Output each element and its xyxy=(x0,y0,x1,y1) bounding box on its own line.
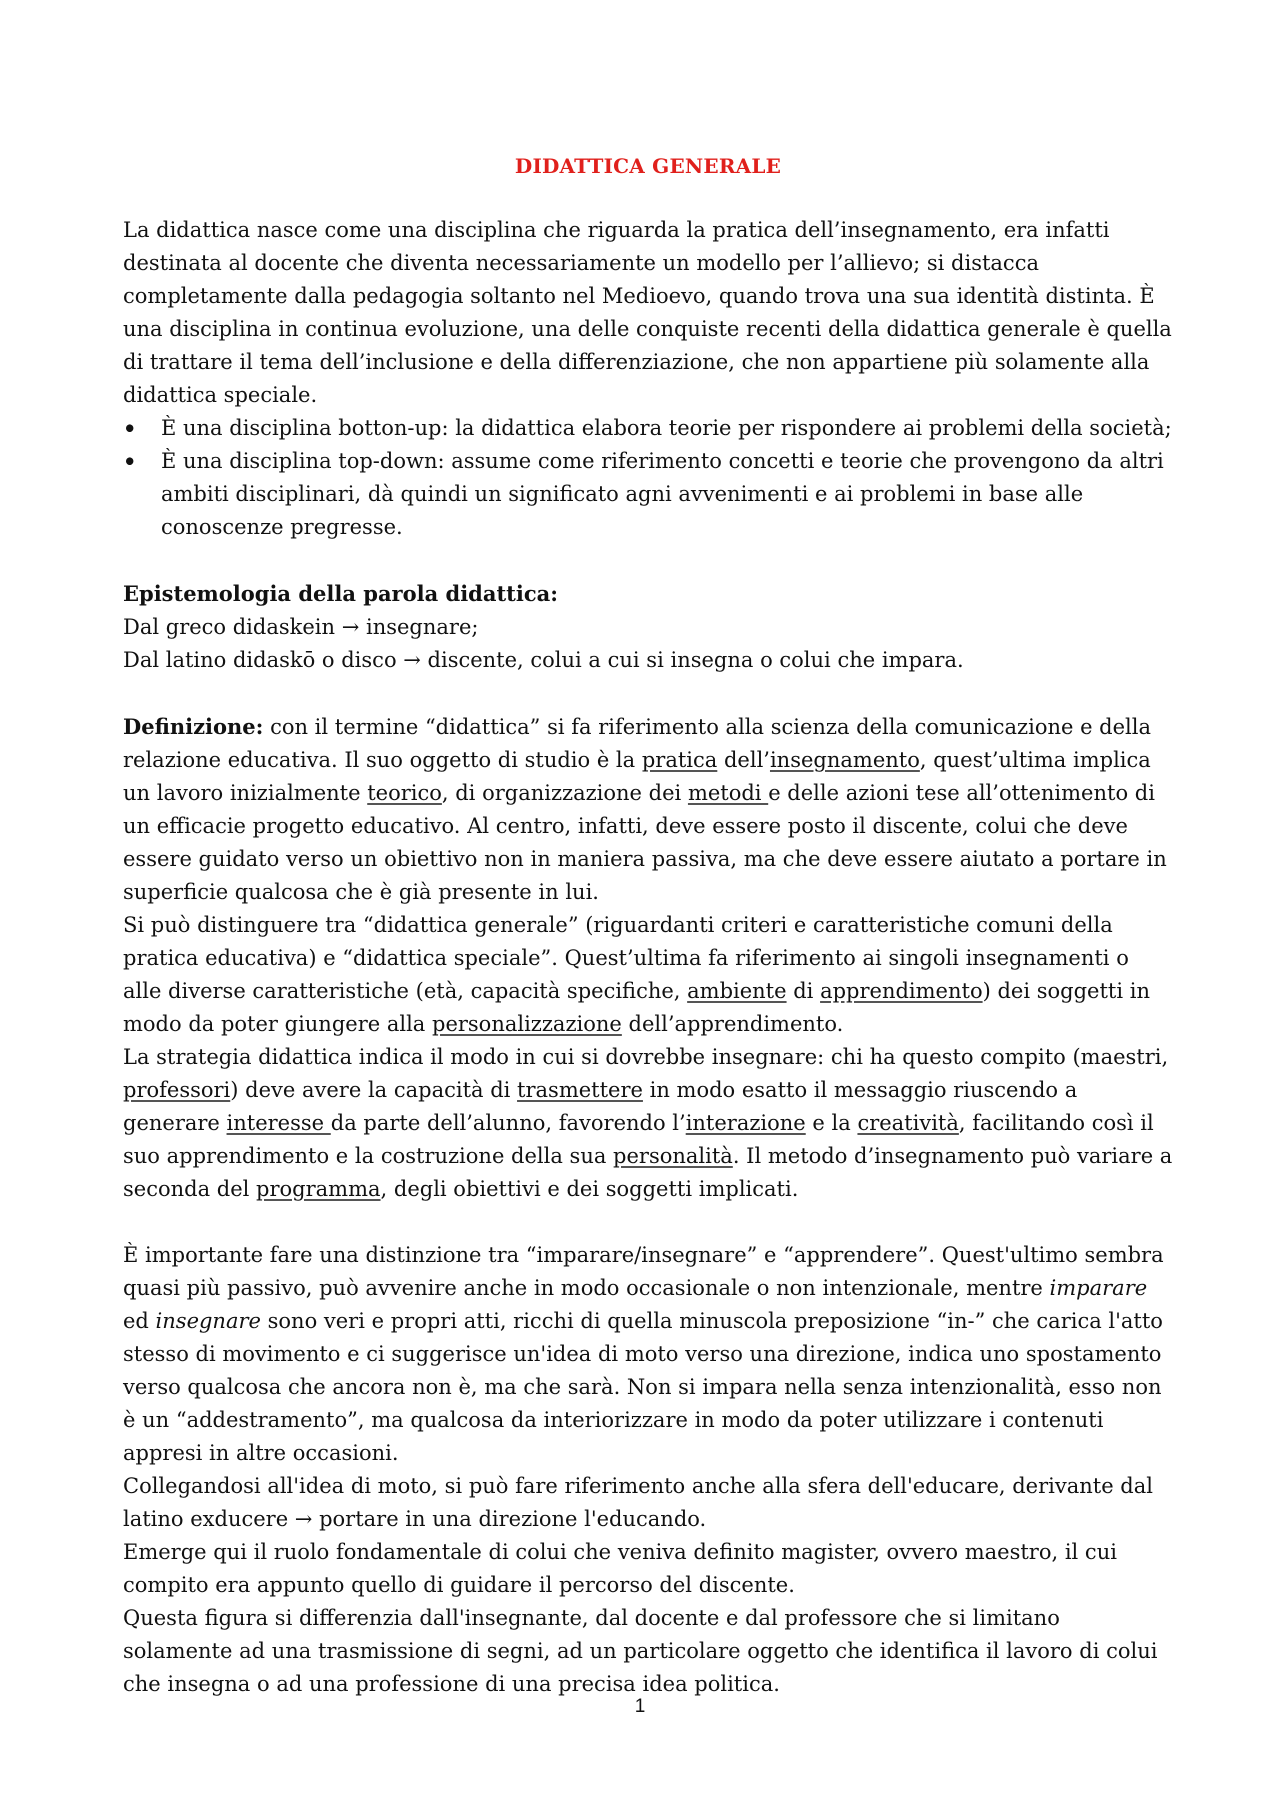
distinction-paragraph xyxy=(123,909,1173,1041)
educare-paragraph: Collegandosi all'idea di moto, si può fare riferimento anche alla sfera dell'educare, derivante dal latino exducere → portare in una direzione l'educando. xyxy=(123,1474,1153,1531)
text-run: , facilitando così il suo apprendimento e la costruzione della sua xyxy=(123,1111,1154,1168)
underlined-term: personalizzazione xyxy=(432,1012,622,1036)
strategy-paragraph xyxy=(123,1041,1173,1206)
underlined-term: interesse xyxy=(226,1111,331,1135)
document-page xyxy=(123,150,1173,1701)
text-run: Si può distinguere tra “didattica generale” (riguardanti criteri e caratteristiche comuni della pratica educativa) e “didattica speciale”. Quest’ultima fa riferimento ai singoli insegnamenti o alle diverse caratteristiche (età, capacità specifiche, xyxy=(123,913,1129,1003)
intro-paragraph: La didattica nasce come una disciplina che riguarda la pratica dell’insegnamento, era infatti destinata al docente che diventa necessariamente un modello per l’allievo; si distacca completamente dalla pedagogia soltanto nel Medioevo, quando trova una sua identità distinta. È una disciplina in continua evoluzione, una delle conquiste recenti della didattica generale è quella di trattare il tema dell’inclusione e della differenziazione, che non appartiene più solamente alla didattica speciale. xyxy=(123,218,1172,407)
text-run: ) deve avere la capacità di xyxy=(230,1078,518,1102)
text-run: La strategia didattica indica il modo in cui si dovrebbe insegnare: chi ha questo compito (maestri, xyxy=(123,1045,1169,1069)
bullet-list xyxy=(123,412,1173,544)
text-run: , degli obiettivi e dei soggetti implicati. xyxy=(380,1177,799,1201)
bullet-icon: • xyxy=(123,416,137,441)
underlined-term: programma xyxy=(256,1177,381,1201)
definition-label: Definizione: xyxy=(123,714,264,739)
figure-paragraph: Questa figura si differenzia dall'insegnante, dal docente e dal professore che si limitano solamente ad una trasmissione di segni, ad un particolare oggetto che identifica il lavoro di colui che insegna o ad una professione di una precisa idea politica. xyxy=(123,1606,1158,1696)
page-number: 1 xyxy=(634,1696,646,1717)
text-run: di xyxy=(786,979,821,1003)
spacer xyxy=(123,677,1173,710)
text-run: dell’ xyxy=(717,748,770,772)
underlined-term: interazione xyxy=(685,1111,806,1135)
epistemology-line-latin: Dal latino didaskō o disco → discente, colui a cui si insegna o colui che impara. xyxy=(123,648,964,672)
italic-term: imparare xyxy=(1049,1276,1148,1300)
epistemology-heading xyxy=(123,577,1173,611)
definition-paragraph xyxy=(123,710,1173,909)
text-run: e la xyxy=(805,1111,858,1135)
text-run: ed xyxy=(123,1309,156,1333)
underlined-term: insegnamento xyxy=(769,748,920,772)
text-run: . Il metodo d’insegnamento può variare a seconda del xyxy=(123,1144,1173,1201)
underlined-term: creatività xyxy=(857,1111,959,1135)
underlined-term: professori xyxy=(123,1078,231,1102)
list-item xyxy=(123,445,1173,544)
underlined-term: ambiente xyxy=(687,979,787,1003)
list-item xyxy=(123,412,1173,445)
text-run: e delle azioni tese all’ottenimento di un efficacie progetto educativo. Al centro, infatti, deve essere posto il discente, colui che deve essere guidato verso un obiettivo non in maniera passiva, ma che deve essere aiutato a portare in superficie qualcosa che è già presente in lui. xyxy=(123,781,1167,904)
text-run: ) dei soggetti in modo da poter giungere alla xyxy=(123,979,1150,1036)
learning-paragraph xyxy=(123,1239,1173,1470)
text-run: , quest’ultima implica un lavoro inizialmente xyxy=(123,748,1151,805)
underlined-term: metodi xyxy=(687,781,769,805)
spacer xyxy=(123,544,1173,577)
document-title: DIDATTICA GENERALE xyxy=(514,154,782,178)
magister-paragraph: Emerge qui il ruolo fondamentale di colui che veniva definito magister, ovvero maestro, il cui compito era appunto quello di guidare il percorso del discente. xyxy=(123,1540,1117,1597)
underlined-term: pratica xyxy=(641,748,718,772)
text-run: con il termine “didattica” si fa riferimento alla scienza della comunicazione e della relazione educativa. Il suo oggetto di studio è la xyxy=(123,715,1152,772)
spacer xyxy=(123,1206,1173,1239)
underlined-term: trasmettere xyxy=(517,1078,643,1102)
underlined-term: apprendimento xyxy=(820,979,983,1003)
text-run: sono veri e propri atti, ricchi di quella minuscola preposizione “in-” che carica l'atto stesso di movimento e ci suggerisce un'idea di moto verso una direzione, indica uno spostamento verso qualcosa che ancora non è, ma che sarà. Non si impara nella senza intenzionalità, esso non è un “addestramento”, ma qualcosa da interiorizzare in modo da poter utilizzare i contenuti appresi in altre occasioni. xyxy=(123,1309,1163,1465)
text-run: in modo esatto il messaggio riuscendo a generare xyxy=(123,1078,1078,1135)
text-run: da parte dell’alunno, favorendo l’ xyxy=(330,1111,686,1135)
list-item-text: È una disciplina botton-up: la didattica elabora teorie per rispondere ai problemi della società; xyxy=(161,416,1172,440)
bullet-icon: • xyxy=(123,449,137,474)
text-run: È importante fare una distinzione tra “imparare/insegnare” e “apprendere”. Quest'ultimo sembra quasi più passivo, può avvenire anche in modo occasionale o non intenzionale, mentre xyxy=(123,1243,1164,1300)
list-item-text: È una disciplina top-down: assume come riferimento concetti e teorie che provengono da altri ambiti disciplinari, dà quindi un significato agni avvenimenti e ai problemi in base alle conoscenze pregresse. xyxy=(161,449,1164,539)
text-run: dell’apprendimento. xyxy=(621,1012,844,1036)
epistemology-heading-text: Epistemologia della parola didattica: xyxy=(123,581,558,606)
underlined-term: personalità xyxy=(613,1144,733,1168)
underlined-term: teorico xyxy=(367,781,442,805)
epistemology-line-greek: Dal greco didaskein → insegnare; xyxy=(123,615,479,639)
text-run: , di organizzazione dei xyxy=(441,781,688,805)
italic-term: insegnare xyxy=(155,1309,261,1333)
